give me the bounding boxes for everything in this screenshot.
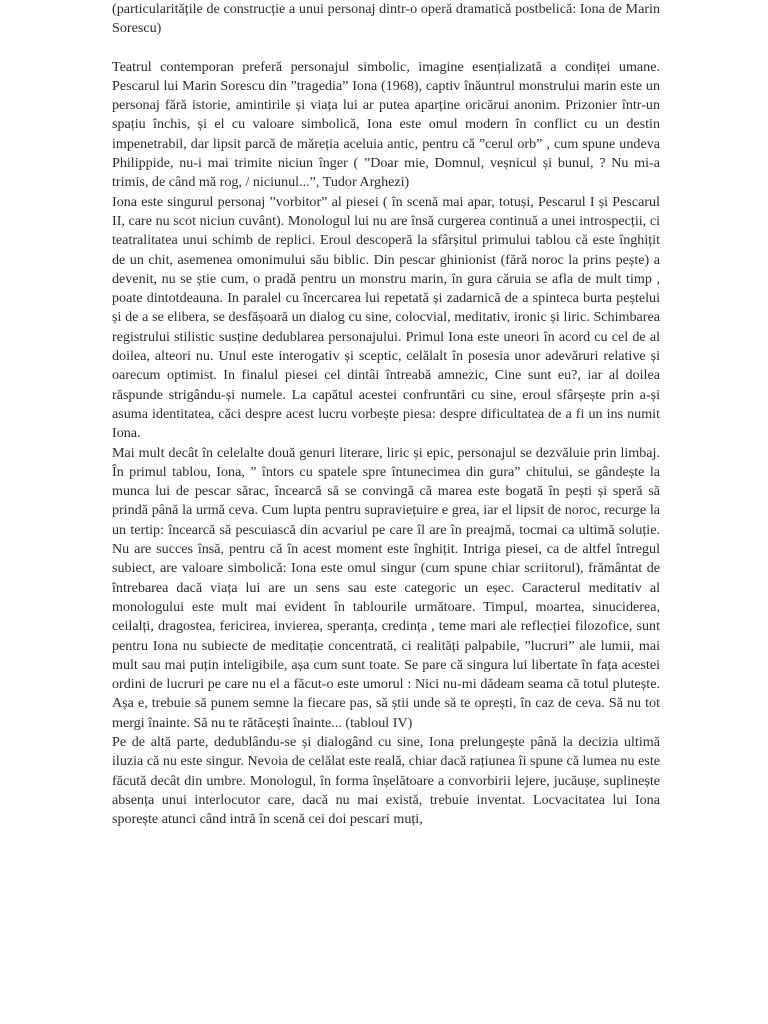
paragraph-3: Mai mult decât în celelalte două genuri literare, liric și epic, personajul se dezvăluie prin limbaj. În primul tablou, Iona, ” întors cu spatele spre întunecimea din gura” chitului, se gândește la munca lui de pescar sărac, încearcă să se convingă că marea este bogată în pești și speră să prindă până la urmă ceva. Cum lupta pentru supraviețuire e grea, iar el lipsit de noroc, recurge la un tertip: încearcă să pescuiască din acvariul pe care îl are în preajmă, tocmai ca ultimă soluție. Nu are succes însă, pentru că în acest moment este înghițit. Intriga piesei, ca de altfel întregul subiect, are valoare simbolică: Iona este omul singur (cum spune chiar scriitorul), frământat de întrebarea dacă viața lui are un sens sau este categoric un eșec. Caracterul meditativ al monologului este mult mai evident în tablourile următoare. Timpul, moartea, sinuciderea, ceilalți, dragostea, fericirea, invierea, speranța, credința , teme mari ale reflecției filozofice, sunt pentru Iona nu subiecte de meditație concentrată, ci realități palpabile, ”lucruri” ale lumii, mai mult sau mai puțin inteligibile, așa cum sunt toate. Se pare că singura lui libertate în fața acestei ordini de lucruri pe care nu el a făcut-o este umorul : Nici nu-mi dădeam seama că totul plutește. Așa e, trebuie să punem semne la fiecare pas, să știi unde să te oprești, în caz de ceva. Să nu tot mergi înainte. Să nu te rătăcești înainte... (tabloul IV) [112,444,660,731]
document-intro: (particularitățile de construcție a unui personaj dintr-o operă dramatică postbelică: Iona de Marin Sorescu) [112,1,660,37]
paragraph-1: Teatrul contemporan preferă personajul simbolic, imagine esențializată a condiței umane. Pescarul lui Marin Sorescu din ”tragedia” Iona (1968), captiv înăuntrul monstrului marin este un personaj fără istorie, amintirile și viața lui ar putea aparține oricărui anonim. Prizonier într-un spațiu închis, și el cu valoare simbolică, Iona este omul modern în conflict cu un destin impenetrabil, dar lipsit parcă de măreția aceluia antic, pentru că ”cerul orb” , cum spune undeva Philippide, nu-i mai trimite niciun înger ( ”Doar mie, Domnul, veșnicul și bunul, ? Nu mi-a trimis, de când mă rog, / niciunul...”, Tudor Arghezi) [112,58,660,191]
paragraph-4: Pe de altă parte, dedublându-se și dialogând cu sine, Iona prelungește până la decizia ultimă iluzia că nu este singur. Nevoia de celălat este reală, chiar dacă rațiunea îi spune că lumea nu este făcută decât din umbre. Monologul, în forma înșelătoare a convorbirii lejere, jucăușe, suplinește absența unui interlocutor care, dacă nu mai există, trebuie inventat. Locvacitatea lui Iona sporește atunci când intră în scenă cei doi pescari muți, [112,733,660,828]
document-page [112,0,660,1024]
paragraph-spacer [112,39,660,58]
paragraph-2: Iona este singurul personaj ”vorbitor” al piesei ( în scenă mai apar, totuși, Pescarul I și Pescarul II, care nu scot niciun cuvânt). Monologul lui nu are însă curgerea continuă a unei introspecții, ci teatralitatea unui schimb de replici. Eroul descoperă la sfârșitul primului tablou că este înghițit de un chit, asemenea omonimului său biblic. Din pescar ghinionist (fără noroc la prins pește) a devenit, nu se știe cum, o pradă pentru un monstru marin, în gura căruia se afla de mult timp , poate dintotdeauna. In paralel cu încercarea lui repetată și zadarnică de a spinteca burta peștelui și de a se elibera, se desfășoară un dialog cu sine, colocvial, meditativ, ironic și liric. Schimbarea registrului stilistic susține dedublarea personajului. Primul Iona este uneori în acord cu cel de al doilea, alteori nu. Unul este interogativ și sceptic, celălalt în posesia unor adevăruri relative și oarecum optimist. In finalul piesei cel dintâi întreabă amnezic, Cine sunt eu?, iar al doilea răspunde strigându-și numele. La capătul acestei confruntări cu sine, eroul sfârșește prin a-și asuma identitatea, căci despre acest lucru vorbește piesa: despre dificultatea de a fi un ins numit Iona. [112,193,660,442]
